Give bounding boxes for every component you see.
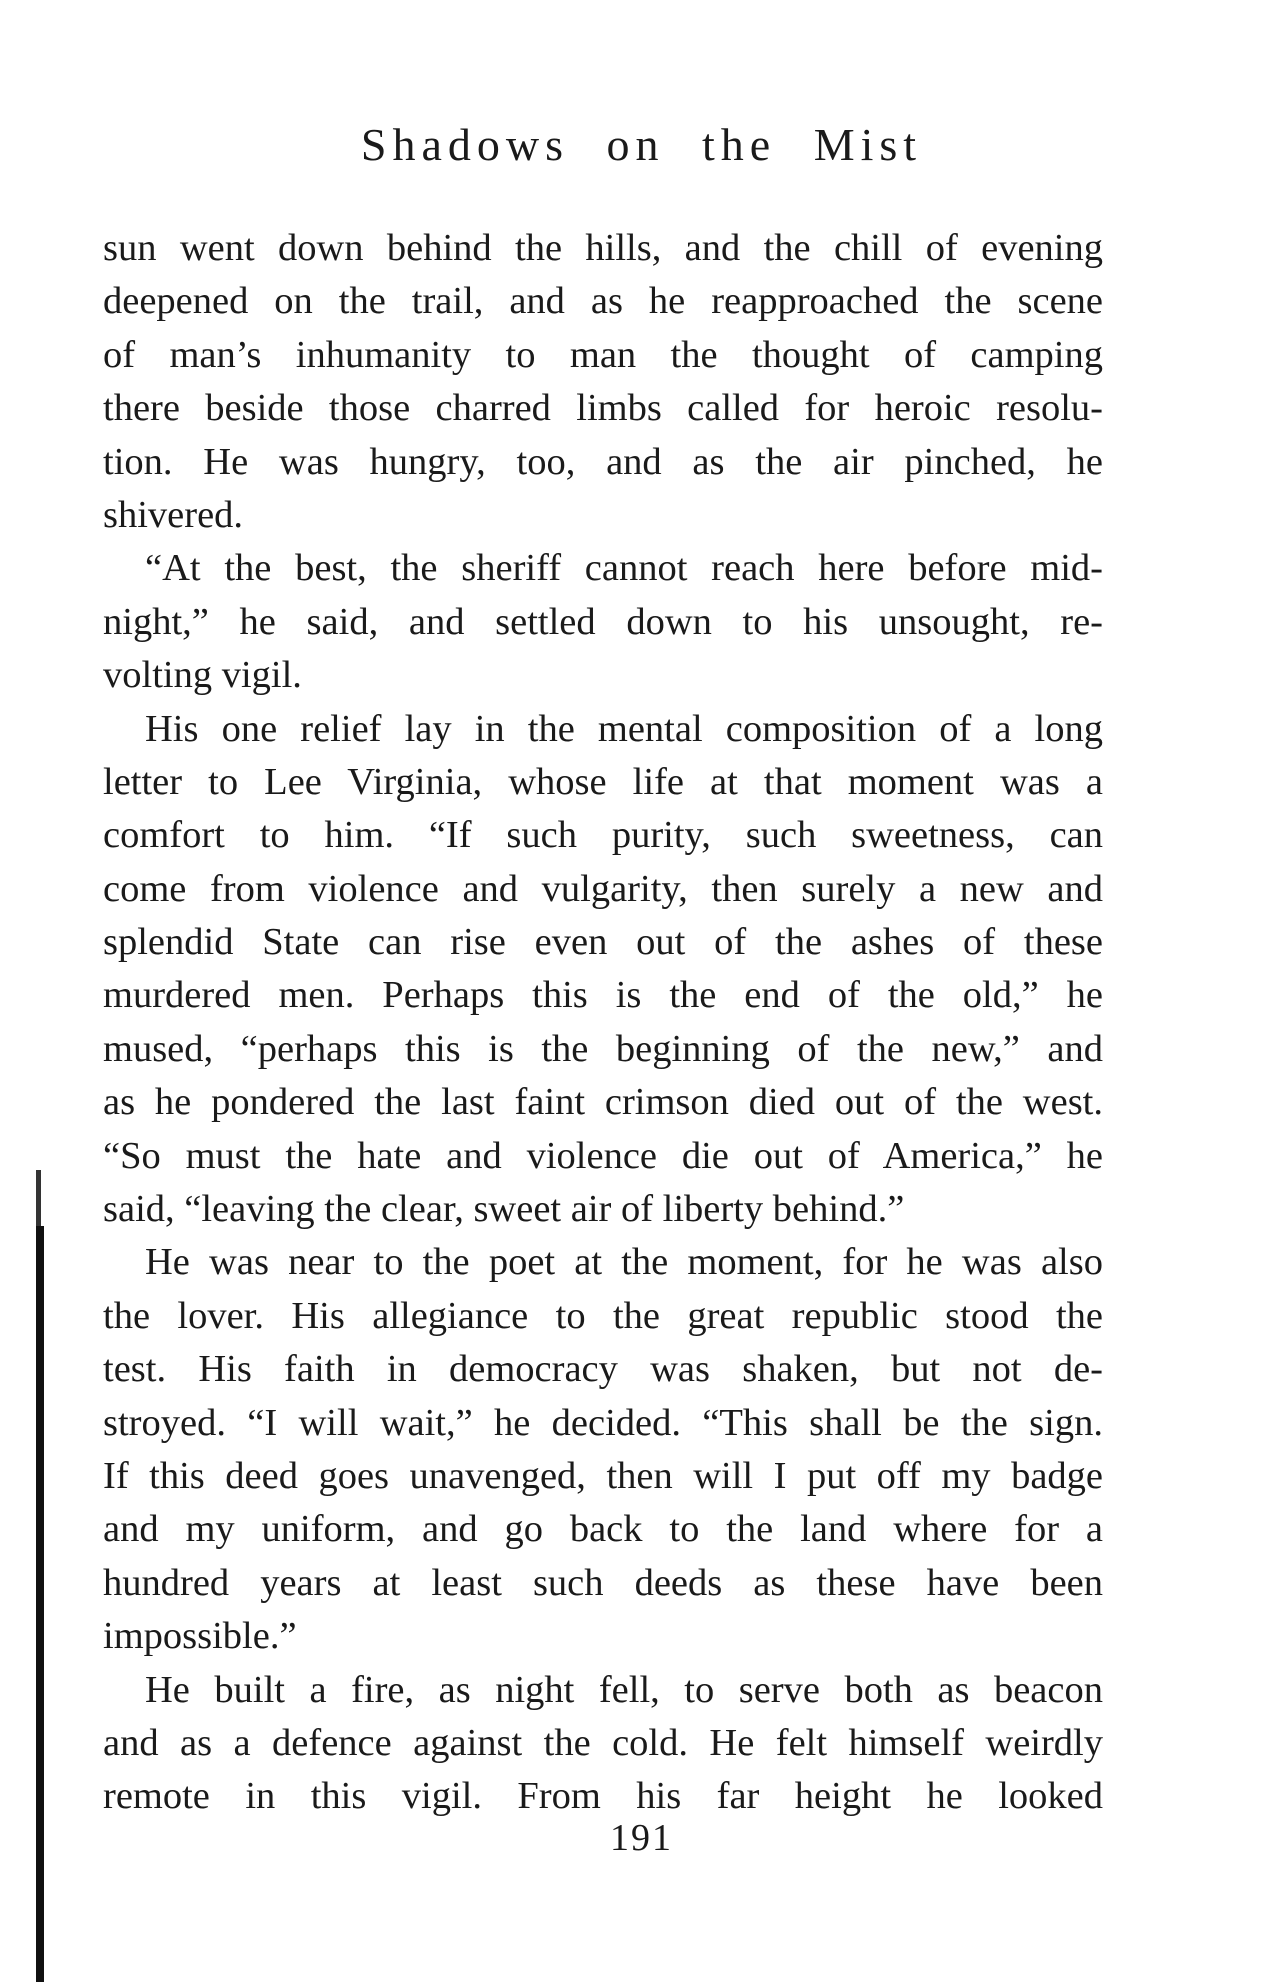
binding-shadow: [36, 1170, 41, 1230]
page-number: 191: [610, 1817, 673, 1859]
text-line: letter to Lee Virginia, whose life at that moment was a: [103, 760, 1103, 803]
text-line: shivered.: [103, 493, 244, 536]
text-line: deepened on the trail, and as he reapproached the scene: [103, 280, 1103, 323]
text-line: volting vigil.: [103, 654, 302, 697]
text-line: and as a defence against the cold. He felt himself weirdly: [103, 1721, 1103, 1764]
text-line: mused, “perhaps this is the beginning of the new,” and: [103, 1027, 1103, 1070]
paragraph-start-line: His one relief lay in the mental composition of a long: [145, 707, 1103, 750]
paragraph-start-line: He was near to the poet at the moment, for he was also: [145, 1241, 1103, 1284]
text-line: splendid State can rise even out of the ashes of these: [103, 921, 1103, 964]
text-line: and my uniform, and go back to the land where for a: [103, 1508, 1103, 1551]
text-line: stroyed. “I will wait,” he decided. “This shall be the sign.: [103, 1401, 1103, 1444]
text-line: impossible.”: [103, 1615, 297, 1658]
text-line: sun went down behind the hills, and the chill of evening: [103, 227, 1103, 269]
text-line: murdered men. Perhaps this is the end of the old,” he: [103, 974, 1103, 1017]
text-line: comfort to him. “If such purity, such sweetness, can: [103, 814, 1103, 857]
text-line: hundred years at least such deeds as these have been: [103, 1561, 1103, 1604]
text-line: tion. He was hungry, too, and as the air pinched, he: [103, 440, 1103, 483]
text-line: test. His faith in democracy was shaken, but not de-: [103, 1348, 1103, 1391]
text-line: If this deed goes unavenged, then will I put off my badge: [103, 1454, 1103, 1497]
paragraph-start-line: “At the best, the sheriff cannot reach here before mid-: [145, 547, 1103, 590]
text-line: as he pondered the last faint crimson died out of the west.: [103, 1081, 1103, 1124]
running-head-title: Shadows on the Mist: [360, 119, 923, 170]
body-text: [103, 222, 1103, 1824]
binding-edge: [36, 1226, 44, 1982]
text-line: of man’s inhumanity to man the thought of camping: [103, 333, 1103, 376]
text-line: remote in this vigil. From his far height he looked: [103, 1775, 1103, 1818]
text-line: “So must the hate and violence die out of America,” he: [103, 1134, 1103, 1177]
text-line: said, “leaving the clear, sweet air of liberty behind.”: [103, 1188, 905, 1231]
paragraph-start-line: He built a fire, as night fell, to serve both as beacon: [145, 1668, 1103, 1711]
text-line: come from violence and vulgarity, then surely a new and: [103, 867, 1103, 910]
text-line: there beside those charred limbs called for heroic resolu-: [103, 387, 1103, 430]
text-line: night,” he said, and settled down to his unsought, re-: [103, 600, 1103, 643]
text-line: the lover. His allegiance to the great republic stood the: [103, 1294, 1103, 1337]
